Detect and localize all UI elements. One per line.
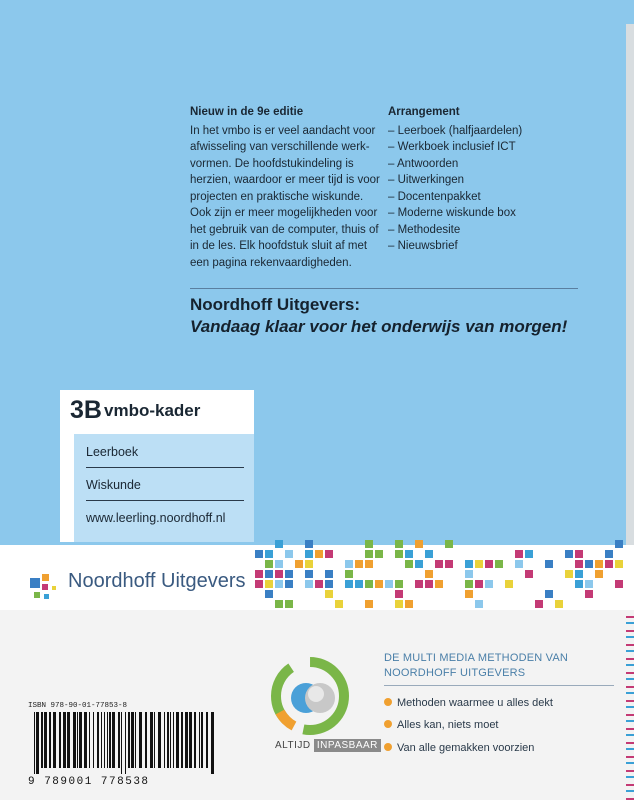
claim-text: Alles kan, niets moet	[397, 719, 499, 731]
brand-name: Noordhoff Uitgevers	[68, 570, 246, 592]
emblem-caption	[275, 740, 381, 751]
card-rule	[86, 500, 244, 501]
book-type: Leerboek	[86, 445, 139, 459]
multimedia-rule	[384, 685, 614, 686]
bullet-dot-icon	[384, 720, 392, 728]
arrangement-title: Arrangement	[388, 106, 460, 118]
card-header	[60, 390, 254, 434]
arrangement-item: – Uitwerkingen	[388, 174, 465, 186]
blurb-title: Nieuw in de 9e editie	[190, 106, 304, 118]
tagline-publisher: Noordhoff Uitgevers:	[190, 295, 360, 314]
arrangement-item: – Werkboek inclusief ICT	[388, 141, 516, 153]
barcode-number: 9 789001 778538	[28, 776, 150, 788]
claim-item	[384, 697, 553, 709]
arrangement-list	[388, 123, 538, 255]
emblem-word-2: INPASBAAR	[314, 739, 381, 752]
tagline-slogan: Vandaag klaar voor het onderwijs van morgen!	[190, 317, 568, 336]
spine-strip	[626, 610, 634, 800]
arrangement-item: – Antwoorden	[388, 157, 459, 170]
cover-right-edge	[626, 24, 634, 624]
arrangement-column	[388, 104, 538, 255]
arrangement-item: – Methodesite	[388, 223, 461, 236]
blurb-column	[190, 104, 380, 271]
arrangement-item: – Nieuwsbrief	[388, 240, 458, 252]
bullet-dot-icon	[384, 743, 392, 751]
emblem-word-1: ALTIJD	[275, 740, 311, 751]
arrangement-item: – Leerboek (halfjaardelen)	[388, 124, 523, 137]
book-info-card	[60, 390, 254, 542]
altijd-inpasbaar-emblem-icon	[268, 656, 354, 736]
claim-text: Van alle gemakken voorzien	[397, 742, 535, 754]
student-website: www.leerling.noordhoff.nl	[86, 511, 226, 525]
barcode-icon	[28, 712, 218, 774]
noordhoff-logo-icon	[28, 572, 62, 606]
card-body	[74, 434, 254, 542]
volume-number: 3B	[70, 396, 102, 424]
bullet-dot-icon	[384, 698, 392, 706]
arrangement-item: – Docentenpakket	[388, 190, 481, 203]
education-level: vmbo-kader	[104, 401, 201, 420]
pixel-pattern	[255, 540, 625, 610]
divider-line	[190, 288, 578, 289]
isbn-label: ISBN 978-90-01-77853-8	[28, 702, 128, 710]
card-rule	[86, 467, 244, 468]
claim-text: Methoden waarmee u alles dekt	[397, 697, 553, 709]
blurb-text: In het vmbo is er veel aandacht voor afwisseling van verschillende werk-vormen. De hoofdstukindeling is herzien, waardoor er meer tijd is voor projecten en praktische wiskunde. Ook zijn er meer mogelijkheden voor het gebruik van de computer, thuis of in de les. Elk hoofdstuk sluit af met een pagina rekenvaardigheden.	[190, 124, 380, 269]
book-subject: Wiskunde	[86, 478, 141, 492]
arrangement-item: – Moderne wiskunde box	[388, 207, 516, 219]
multimedia-title: DE MULTI MEDIA METHODEN VAN NOORDHOFF UITGEVERS	[384, 652, 569, 679]
claim-item	[384, 719, 499, 731]
claim-item	[384, 742, 534, 754]
